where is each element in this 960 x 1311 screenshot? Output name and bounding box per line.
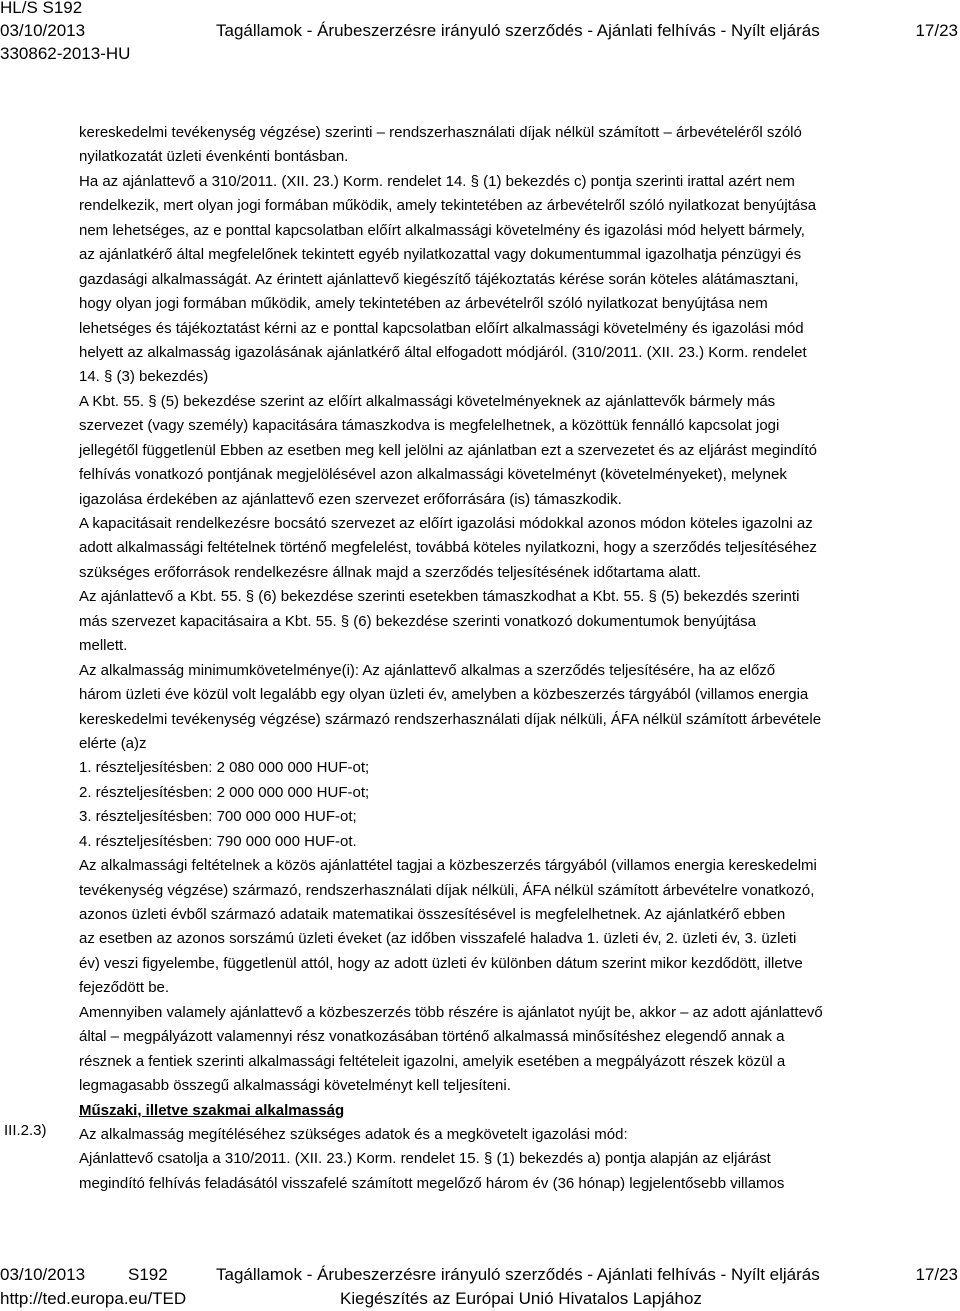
- text-line: az esetben az azonos sorszámú üzleti éveket (az időben visszafelé haladva 1. üzleti év, 2. üzleti év, 3. üzleti: [79, 930, 797, 948]
- text-line: szükséges erőforrások rendelkezésre állnak majd a szerződés teljesítésének időtartama alatt.: [79, 563, 701, 581]
- text-line: gazdasági alkalmasságát. Az érintett ajánlattevő kiegészítő tájékoztatás kérése során köteles alátámasztani,: [79, 270, 799, 288]
- text-line: szervezet (vagy személy) kapacitására támaszkodva is megfelelhetnek, a közöttük fennálló kapcsolat jogi: [79, 417, 780, 435]
- text-line: Amennyiben valamely ajánlattevő a közbeszerzés több részére is ajánlatot nyújt be, akkor – az adott ajánlattevő: [79, 1003, 823, 1021]
- header-left: [0, 0, 130, 65]
- text-line: résznek a fentiek szerinti alkalmassági feltételeit igazolni, amelyik esetében a megpályázott részek közül a: [79, 1052, 786, 1070]
- text-line: nyilatkozatát üzleti évenkénti bontásban.: [79, 148, 349, 166]
- header-date: 03/10/2013: [0, 21, 86, 40]
- text-line: Ha az ajánlattevő a 310/2011. (XII. 23.) Korm. rendelet 14. § (1) bekezdés c) pontja szerinti irattal azért nem: [79, 172, 795, 190]
- footer-url[interactable]: http://ted.europa.eu/TED: [0, 1289, 187, 1308]
- text-line: elérte (a)z: [79, 734, 147, 752]
- text-line: hogy olyan jogi formában működik, amely tekintetében az árbevételről szóló nyilatkozat benyújtása nem: [79, 295, 768, 313]
- text-line: más szervezet kapacitásaira a Kbt. 55. § (6) bekezdése szerinti vonatkozó dokumentumok benyújtása: [79, 612, 757, 630]
- text-line: megindító felhívás feladásától visszafelé számított megelőző három év (36 hónap) legjelentősebb villamos: [79, 1174, 785, 1192]
- footer-series: S192: [128, 1265, 168, 1284]
- text-line: Az alkalmasság minimumkövetelménye(i): Az ajánlattevő alkalmas a szerződés teljesítésére, ha az előző: [79, 661, 776, 679]
- text-line: 14. § (3) bekezdés): [79, 368, 209, 386]
- footer-date: 03/10/2013: [0, 1265, 86, 1284]
- footer-publisher: Kiegészítés az Európai Unió Hivatalos Lapjához: [340, 1289, 702, 1308]
- list-item: 4. részteljesítésben: 790 000 000 HUF-ot.: [79, 832, 357, 850]
- text-line: Ajánlattevő csatolja a 310/2011. (XII. 23.) Korm. rendelet 15. § (1) bekezdés a) pontja alapján az eljárást: [79, 1150, 771, 1168]
- section-heading: Műszaki, illetve szakmai alkalmasság: [79, 1101, 345, 1119]
- text-line: tevékenység végzése) származó, rendszerhasználati díjak nélküli, ÁFA nélkül számított árbevételre vonatkozó,: [79, 881, 815, 899]
- text-line: azonos üzleti évből származó adataik matematikai összesítésével is megfelelhetnek. Az ajánlatkérő ebben: [79, 906, 786, 923]
- text-line: lehetséges és tájékoztatást kérni az e ponttal kapcsolatban előírt alkalmassági követelmény és igazolási mód: [79, 319, 804, 337]
- text-line: A kapacitásait rendelkezésre bocsátó szervezet az előírt igazolási módokkal azonos módon köteles igazolni az: [79, 515, 813, 532]
- text-line: A Kbt. 55. § (5) bekezdése szerint az előírt alkalmassági követelményeknek az ajánlattevők bármely más: [79, 392, 776, 410]
- list-item: 1. részteljesítésben: 2 080 000 000 HUF-ot;: [79, 759, 370, 777]
- notice-number: 330862-2013-HU: [0, 44, 131, 63]
- text-line: fejeződött be.: [79, 979, 170, 997]
- header-page: 17/23: [915, 21, 958, 40]
- text-line: Az ajánlattevő a Kbt. 55. § (6) bekezdése szerinti esetekben támaszkodhat a Kbt. 55. § (5) bekezdés szerinti: [79, 588, 800, 606]
- text-line: év) veszi figyelembe, függetlenül attól, hogy az adott üzleti év különben dátum szerint mikor kezdődött, illetve: [79, 954, 803, 972]
- text-line: mellett.: [79, 637, 128, 655]
- list-item: 3. részteljesítésben: 700 000 000 HUF-ot;: [79, 808, 357, 826]
- doc-id: HL/S S192: [0, 0, 83, 17]
- text-line: adott alkalmassági feltételnek történő megfelelést, továbbá köteles nyilatkozni, hogy a szerződés teljesítéséhez: [79, 539, 817, 557]
- footer-title: Tagállamok - Árubeszerzésre irányuló szerződés - Ajánlati felhívás - Nyílt eljárás: [216, 1265, 820, 1284]
- header-title: Tagállamok - Árubeszerzésre irányuló szerződés - Ajánlati felhívás - Nyílt eljárás: [216, 21, 820, 40]
- document-body: [79, 121, 953, 1196]
- text-line: az ajánlatkérő által megfelelőnek tekintett egyéb nyilatkozattal vagy dokumentummal igazolhatja pénzügyi és: [79, 246, 802, 264]
- text-line: Az alkalmasság megítéléséhez szükséges adatok és a megkövetelt igazolási mód:: [79, 1125, 628, 1143]
- section-number: III.2.3): [4, 1122, 47, 1139]
- text-line: legmagasabb összegű alkalmassági követelményt kell teljesíteni.: [79, 1077, 511, 1095]
- text-line: három üzleti éve közül volt legalább egy olyan üzleti év, amelyben a közbeszerzés tárgyából (villamos energia: [79, 686, 809, 704]
- text-line: kereskedelmi tevékenység végzése) szerinti – rendszerhasználati díjak nélkül számított – árbevételéről szóló: [79, 124, 802, 141]
- text-line: igazolása érdekében az ajánlattevő ezen szervezet erőforrására (is) támaszkodik.: [79, 490, 622, 508]
- text-line: által – megpályázott valamennyi rész vonatkozásában történő alkalmassá minősítéshez elegendő annak a: [79, 1028, 785, 1046]
- footer-page: 17/23: [915, 1265, 958, 1284]
- text-line: nem lehetséges, az e ponttal kapcsolatban előírt alkalmassági követelmény és igazolási mód helyett bármely,: [79, 221, 805, 239]
- text-line: kereskedelmi tevékenység végzése) származó rendszerhasználati díjak nélküli, ÁFA nélkül számított árbevétele: [79, 710, 822, 728]
- text-line: rendelkezik, mert olyan jogi formában működik, amely tekintetében az árbevételről szóló nyilatkozat benyújtása: [79, 197, 817, 215]
- text-line: felhívás vonatkozó pontjának megjelölésével azon alkalmassági követelményt (követelményeket), melynek: [79, 466, 787, 484]
- text-line: helyett az alkalmasság igazolásának ajánlatkérő által elfogadott módjáról. (310/2011. (XII. 23.) Korm. rendelet: [79, 343, 807, 361]
- text-line: jellegétől függetlenül Ebben az esetben meg kell jelölni az ajánlatban ezt a szervezetet és az eljárást megindító: [79, 441, 817, 459]
- text-line: Az alkalmassági feltételnek a közös ajánlattétel tagjai a közbeszerzés tárgyából (villamos energia kereskedelmi: [79, 857, 817, 875]
- list-item: 2. részteljesítésben: 2 000 000 000 HUF-ot;: [79, 783, 370, 801]
